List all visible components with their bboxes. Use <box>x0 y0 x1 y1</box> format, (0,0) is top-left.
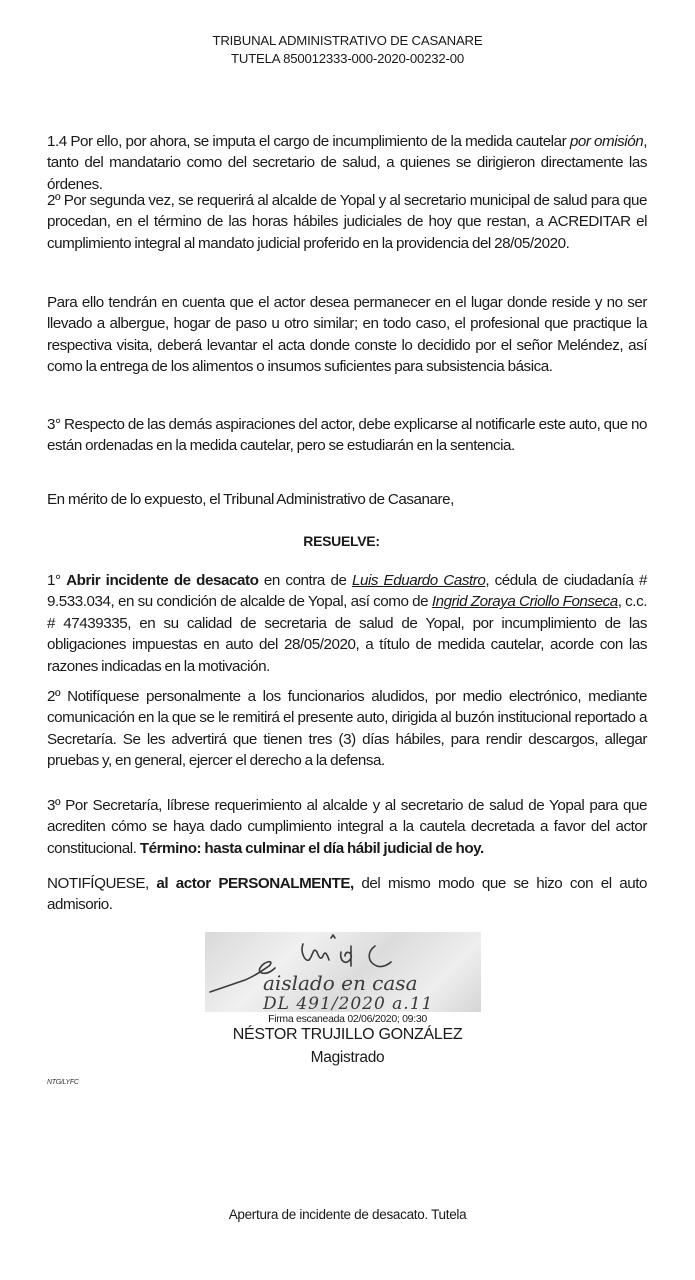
paragraph-3: 3° Respecto de las demás aspiraciones del actor, debe explicarse al notificarle este auto, que no están ordenadas en la medida cautelar, pero se estudiarán en la sentencia. <box>47 416 647 455</box>
name-luis-eduardo-castro: Luis Eduardo Castro <box>351 572 486 589</box>
resolution-2: 2º Notifíquese personalmente a los funcionarios aludidos, por medio electrónico, mediante comunicación en la que se le remitirá el presente auto, dirigida al buzón institucional reportado a Secretaría. Se les advertirá que tienen tres (3) días hábiles, para rendir descargos, allegar pruebas y, en general, ejercer el derecho a la defensa. <box>47 688 647 770</box>
handwritten-text-2: DL 491/2020 a.11 <box>263 994 434 1012</box>
resolution-1: 1° Abrir incidente de desacato en contra de Luis Eduardo Castro, cédula de ciudadanía # 9.533.034, en su condición de alcalde de Yopal, así como de Ingrid Zoraya Criollo Fonseca, c.c. # 47439335, en su calidad de secretaria de salud de Yopal, por incumplimiento de las obligaciones impuestas en auto del 28/05/2020, a título de medida cautelar, acorde con las razones indicadas en la motivación. <box>47 572 648 675</box>
signature-stroke-2 <box>341 946 352 966</box>
al-actor-personalmente-bold: al actor PERSONALMENTE, <box>156 875 354 892</box>
notification-order: NOTIFÍQUESE, al actor PERSONALMENTE, del mismo modo que se hizo con el auto admisorio. <box>47 875 648 914</box>
signature-stroke-3 <box>369 946 391 967</box>
paragraph-1-4: 1.4 Por ello, por ahora, se imputa el cargo de incumplimiento de la medida cautelar por omisión, tanto del mandatario como del secretario de salud, a quienes se dirigieron directamente las órdenes. <box>47 133 647 193</box>
resolution-3: 3º Por Secretaría, líbrese requerimiento al alcalde y al secretario de salud de Yopal para que acrediten cómo se haya dado cumplimiento integral a la cautela decretada a favor del actor constitucional. Término: hasta culminar el día hábil judicial de hoy. <box>47 797 647 857</box>
paragraph-2: 2º Por segunda vez, se requerirá al alcalde de Yopal y al secretario municipal de salud para que procedan, en el término de las horas hábiles judiciales de hoy que restan, a ACREDITAR el cumplimiento integral al mandato judicial proferido en la providencia del 28/05/2020. <box>47 192 647 252</box>
resuelve-heading: RESUELVE: <box>303 533 380 549</box>
handwritten-signature-icon <box>205 932 481 1012</box>
scanned-signature <box>205 932 481 1012</box>
drafter-initials: NTG/LYFC <box>47 1079 79 1086</box>
merito-statement: En mérito de lo expuesto, el Tribunal Administrativo de Casanare, <box>47 491 454 508</box>
italic-por-omision: por omisión <box>569 133 644 150</box>
signer-name: NÉSTOR TRUJILLO GONZÁLEZ <box>232 1026 463 1043</box>
court-name: TRIBUNAL ADMINISTRATIVO DE CASANARE <box>212 33 483 48</box>
signer-role: Magistrado <box>310 1049 385 1066</box>
signature-accent <box>331 935 335 938</box>
case-number: TUTELA 850012333-000-2020-00232-00 <box>231 51 464 66</box>
handwritten-text-1: aislado en casa <box>263 971 418 995</box>
paragraph-2-detail: Para ello tendrán en cuenta que el actor desea permanecer en el lugar donde reside y no ser llevado a albergue, hogar de paso u otro similar; en todo caso, el profesional que practique la respectiva visita, deberá levantar el acta donde conste lo decidido por el señor Meléndez, así como la entrega de los alimentos o insumos suficientes para subsistencia básica. <box>47 294 647 376</box>
termino-bold: Término: hasta culminar el día hábil judicial de hoy. <box>139 839 484 857</box>
document-footer: Apertura de incidente de desacato. Tutela <box>228 1207 467 1222</box>
scanned-signature-note: Firma escaneada 02/06/2020; 09:30 <box>268 1013 427 1025</box>
name-ingrid-criollo: Ingrid Zoraya Criollo Fonseca <box>431 593 618 611</box>
abrir-incidente-bold: Abrir incidente de desacato <box>66 572 259 589</box>
signature-stroke-1 <box>302 944 329 960</box>
